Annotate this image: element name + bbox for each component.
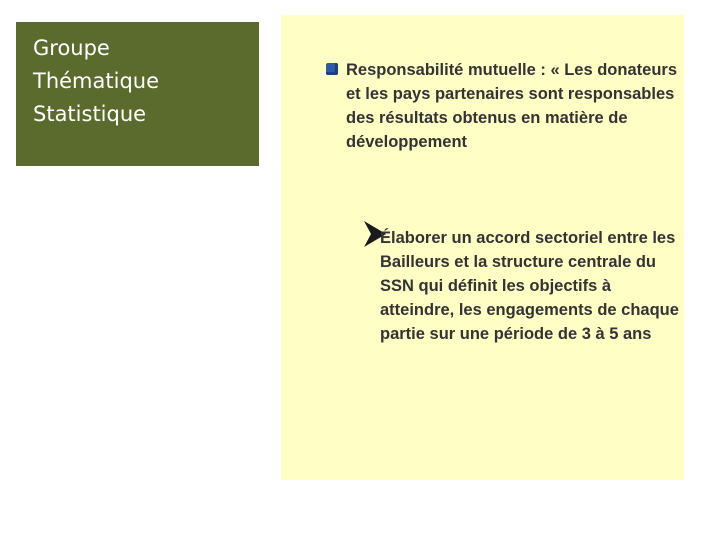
bullet-paragraph-2: Élaborer un accord sectoriel entre les Bailleurs et la structure centrale du SSN qui définit les objectifs à atteindre, les engagements de chaque partie sur une période de 3 à 5 ans: [380, 229, 679, 343]
content-box: [281, 15, 684, 480]
square-bullet-icon: [326, 63, 338, 75]
title-line-2: Thématique: [33, 69, 160, 93]
title-box: [16, 22, 259, 166]
bullet-paragraph-1: Responsabilité mutuelle : « Les donateurs et les pays partenaires sont responsables des résultats obtenus en matière de développement: [346, 61, 677, 151]
title-line-3: Statistique: [33, 102, 147, 126]
title-line-1: Groupe: [33, 36, 110, 60]
